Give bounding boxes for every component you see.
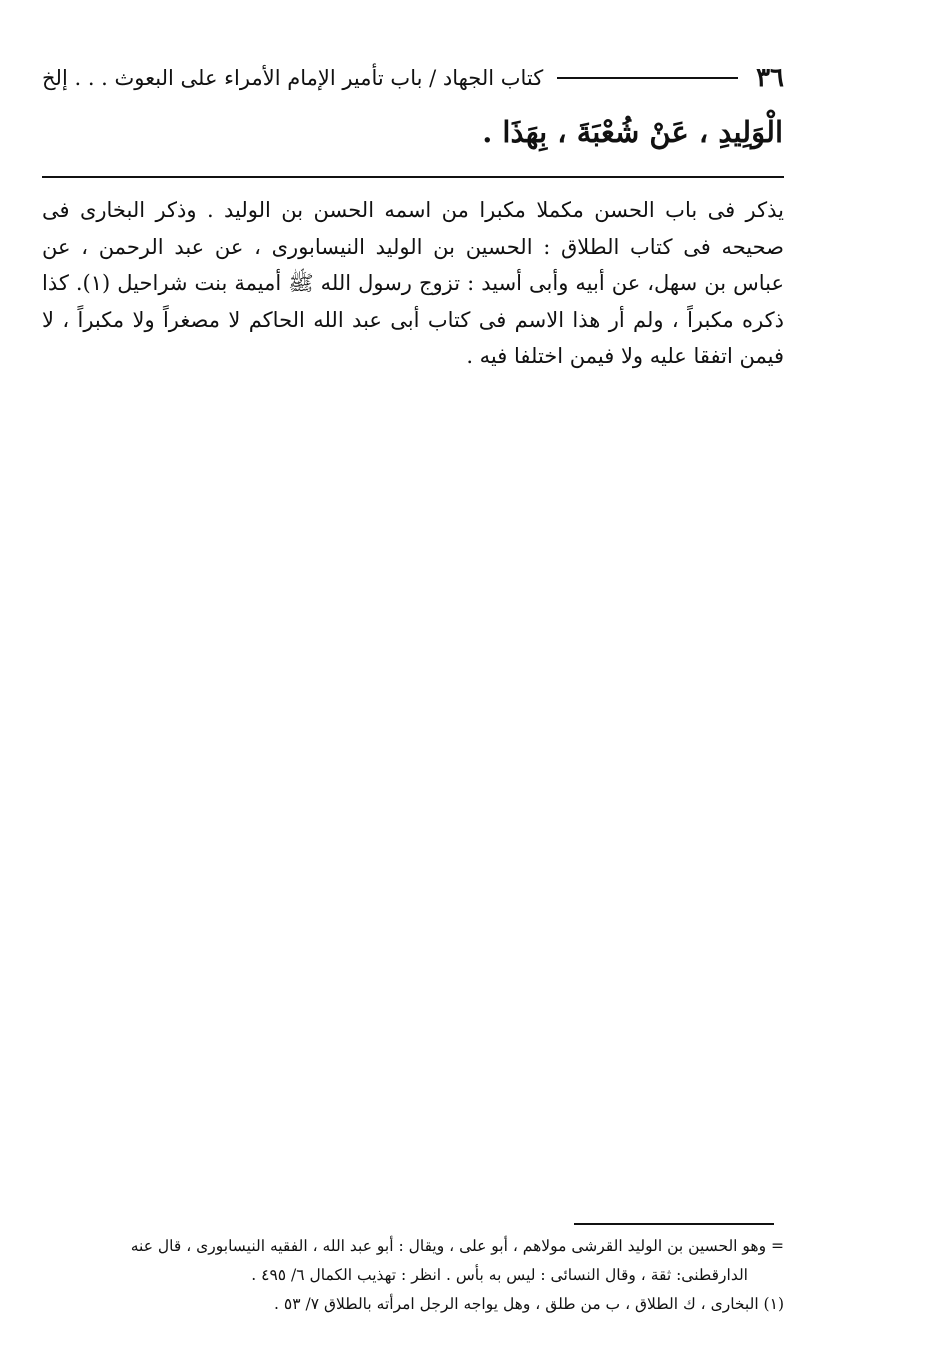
- main-divider-rule: [42, 176, 784, 178]
- page-number: ٣٦: [756, 63, 784, 93]
- footnotes: [42, 1232, 784, 1319]
- running-header-title: كتاب الجهاد / باب تأمير الإمام الأمراء على البعوث . . . إلخ: [42, 66, 544, 90]
- hadith-text-line: الْوَلِيدِ ، عَنْ شُعْبَةَ ، بِهَذَا .: [482, 115, 783, 149]
- running-header: [42, 60, 784, 96]
- footnote-continuation-line: الدارقطنى: ثقة ، وقال النسائى : ليس به بأس . انظر : تهذيب الكمال ٦/ ٤٩٥ .: [251, 1266, 748, 1284]
- footnote-rule: [574, 1223, 774, 1225]
- footnote-continuation-line: = وهو الحسين بن الوليد القرشى مولاهم ، أبو على ، ويقال : أبو عبد الله ، الفقيه النيسابورى ، قال عنه: [130, 1237, 784, 1255]
- header-rule: [557, 77, 738, 79]
- footnote-1: (١) البخارى ، ك الطلاق ، ب من طلق ، وهل يواجه الرجل امرأته بالطلاق ٧/ ٥٣ .: [274, 1295, 784, 1313]
- commentary-paragraph: يذكر فى باب الحسن مكملا مكبرا من اسمه الحسن بن الوليد . وذكر البخارى فى صحيحه فى كتاب الطلاق : الحسين بن الوليد النيسابورى ، عن عبد الرحمن ، عن عباس بن سهل، عن أبيه وأبى أسيد : تزوج رسول الله ﷺ أميمة بنت شراحيل (١). كذا ذكره مكبراً ، ولم أر هذا الاسم فى كتاب أبى عبد الله الحاكم لا مصغراً ولا مكبراً ، لا فيمن اتفقا عليه ولا فيمن اختلفا فيه .: [42, 198, 784, 368]
